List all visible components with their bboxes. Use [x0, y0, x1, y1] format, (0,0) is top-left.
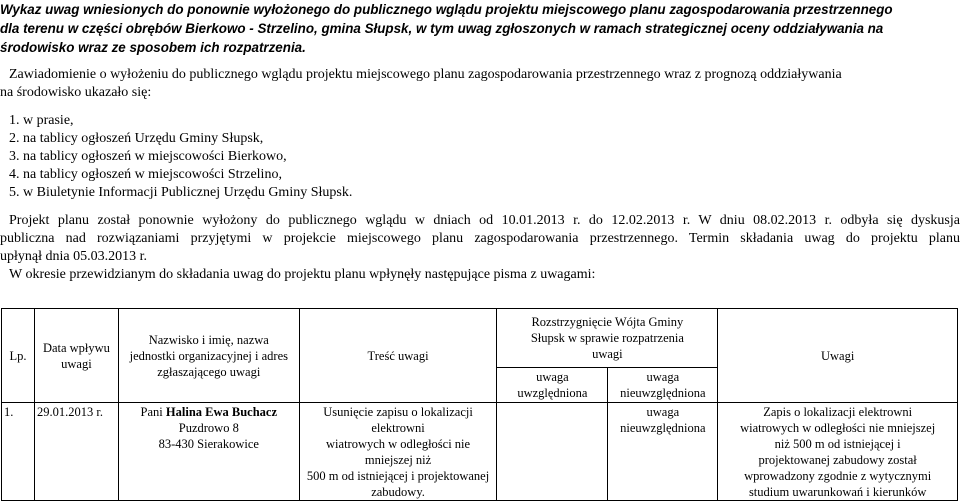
header-rejected	[608, 368, 718, 403]
name-prefix: Pani	[140, 405, 166, 419]
cell-accepted	[497, 403, 608, 501]
header-accepted-line: uwaga	[536, 370, 569, 384]
cell-notes-line: studium uwarunkowań i kierunków	[748, 485, 927, 499]
publication-list	[0, 112, 352, 202]
header-name	[118, 309, 299, 403]
header-name-line: Nazwisko i imię, nazwa	[148, 332, 269, 347]
letters-intro	[0, 266, 960, 284]
header-decision-line: uwagi	[592, 347, 623, 361]
header-lp: Lp.	[2, 309, 35, 403]
cell-notes-line: projektowanej zabudowy został	[758, 453, 917, 467]
header-accepted	[497, 368, 608, 403]
cell-notes-line: Zapis o lokalizacji elektrowni	[763, 405, 913, 419]
cell-lp: 1.	[2, 403, 35, 501]
cell-notes	[718, 403, 958, 501]
title-line: Wykaz uwag wniesionych do ponownie wyłożonego do publicznego wglądu projektu miejscowego planu zagospodarowania przestrzennego	[0, 2, 893, 17]
header-decision	[497, 309, 718, 368]
notice-line: na środowisko ukazało się:	[0, 85, 152, 100]
header-decision-line: Słupsk w sprawie rozpatrzenia	[530, 331, 684, 345]
cell-content-line: zabudowy.	[371, 485, 425, 499]
document-title	[0, 0, 958, 57]
table-header-row	[2, 309, 958, 368]
cell-rejected-line: nieuwzględniona	[620, 421, 706, 435]
remarks-table	[1, 308, 958, 501]
header-name-line: jednostki organizacyjnej i adres	[129, 348, 288, 363]
header-decision-line: Rozstrzygnięcie Wójta Gminy	[531, 315, 684, 329]
publication-item: 2. na tablicy ogłoszeń Urzędu Gminy Słupsk,	[9, 131, 264, 146]
letters-intro-text: W okresie przewidzianym do składania uwag do projektu planu wpłynęły następujące pisma z uwagami:	[9, 267, 596, 282]
cell-notes-line: wiatrowych w odległości nie mniejszej	[740, 421, 936, 435]
publication-item: 4. na tablicy ogłoszeń w miejscowości Strzelino,	[9, 167, 282, 182]
exhibition-line: upłynął dnia 05.03.2013 r.	[0, 249, 147, 264]
notice-line: Zawiadomienie o wyłożeniu do publicznego wglądu projektu miejscowego planu zagospodarowania przestrzennego wraz z prognozą oddziaływania	[9, 67, 842, 82]
cell-address-line: Puzdrowo 8	[178, 421, 239, 435]
title-line: środowisko wraz ze sposobem ich rozpatrzenia.	[0, 40, 306, 55]
cell-notes-line: wprowadzony zgodnie z wytycznymi	[744, 469, 932, 483]
header-name-line: zgłaszającego uwagi	[157, 364, 261, 379]
cell-date: 29.01.2013 r.	[34, 403, 118, 501]
cell-rejected-line: uwaga	[646, 405, 680, 419]
cell-content-line: Usunięcie zapisu o lokalizacji elektrowni	[323, 405, 473, 435]
cell-content	[299, 403, 497, 501]
cell-notes-line: niż 500 m od istniejącej i	[774, 437, 901, 451]
cell-content-line: wiatrowych w odległości nie mniejszej niż	[326, 437, 471, 467]
header-rejected-line: uwaga	[646, 370, 680, 384]
header-notes: Uwagi	[718, 309, 958, 403]
header-accepted-line: uwzględniona	[517, 386, 588, 400]
submitter-name: Halina Ewa Buchacz	[165, 405, 278, 419]
header-date	[34, 309, 118, 403]
table-row	[2, 403, 958, 501]
cell-address-line: 83-430 Sierakowice	[158, 437, 259, 451]
cell-name-line	[121, 404, 297, 420]
cell-rejected	[608, 403, 718, 501]
header-date-line: Data wpływu	[42, 340, 110, 355]
publication-item: 3. na tablicy ogłoszeń w miejscowości Bierkowo,	[9, 149, 287, 164]
exhibition-line: Projekt planu został ponownie wyłożony do publicznego wglądu w dniach od 10.01.2013 r. do 12.02.2013 r. W dniu 08.02.2013 r. odbyła się dyskusja	[9, 213, 960, 228]
exhibition-line: publiczna nad rozwiązaniami przyjętymi w projekcie miejscowego planu zagospodarowania przestrzennego. Termin składania uwag do projektu planu	[0, 231, 960, 246]
header-rejected-line: nieuwzględniona	[620, 386, 706, 400]
publication-item: 5. w Biuletynie Informacji Publicznej Urzędu Gminy Słupsk.	[9, 185, 353, 200]
title-line: dla terenu w części obrębów Bierkowo - Strzelino, gmina Słupsk, w tym uwag zgłoszonych w ramach strategicznej oceny oddziaływania na	[0, 21, 884, 36]
header-date-line: uwagi	[61, 356, 92, 371]
cell-content-line: 500 m od istniejącej i projektowanej	[306, 469, 490, 483]
publication-item: 1. w prasie,	[9, 113, 74, 128]
notice-paragraph	[0, 66, 960, 102]
cell-name	[118, 403, 299, 501]
header-content: Treść uwagi	[299, 309, 497, 403]
exhibition-paragraph	[0, 212, 960, 266]
